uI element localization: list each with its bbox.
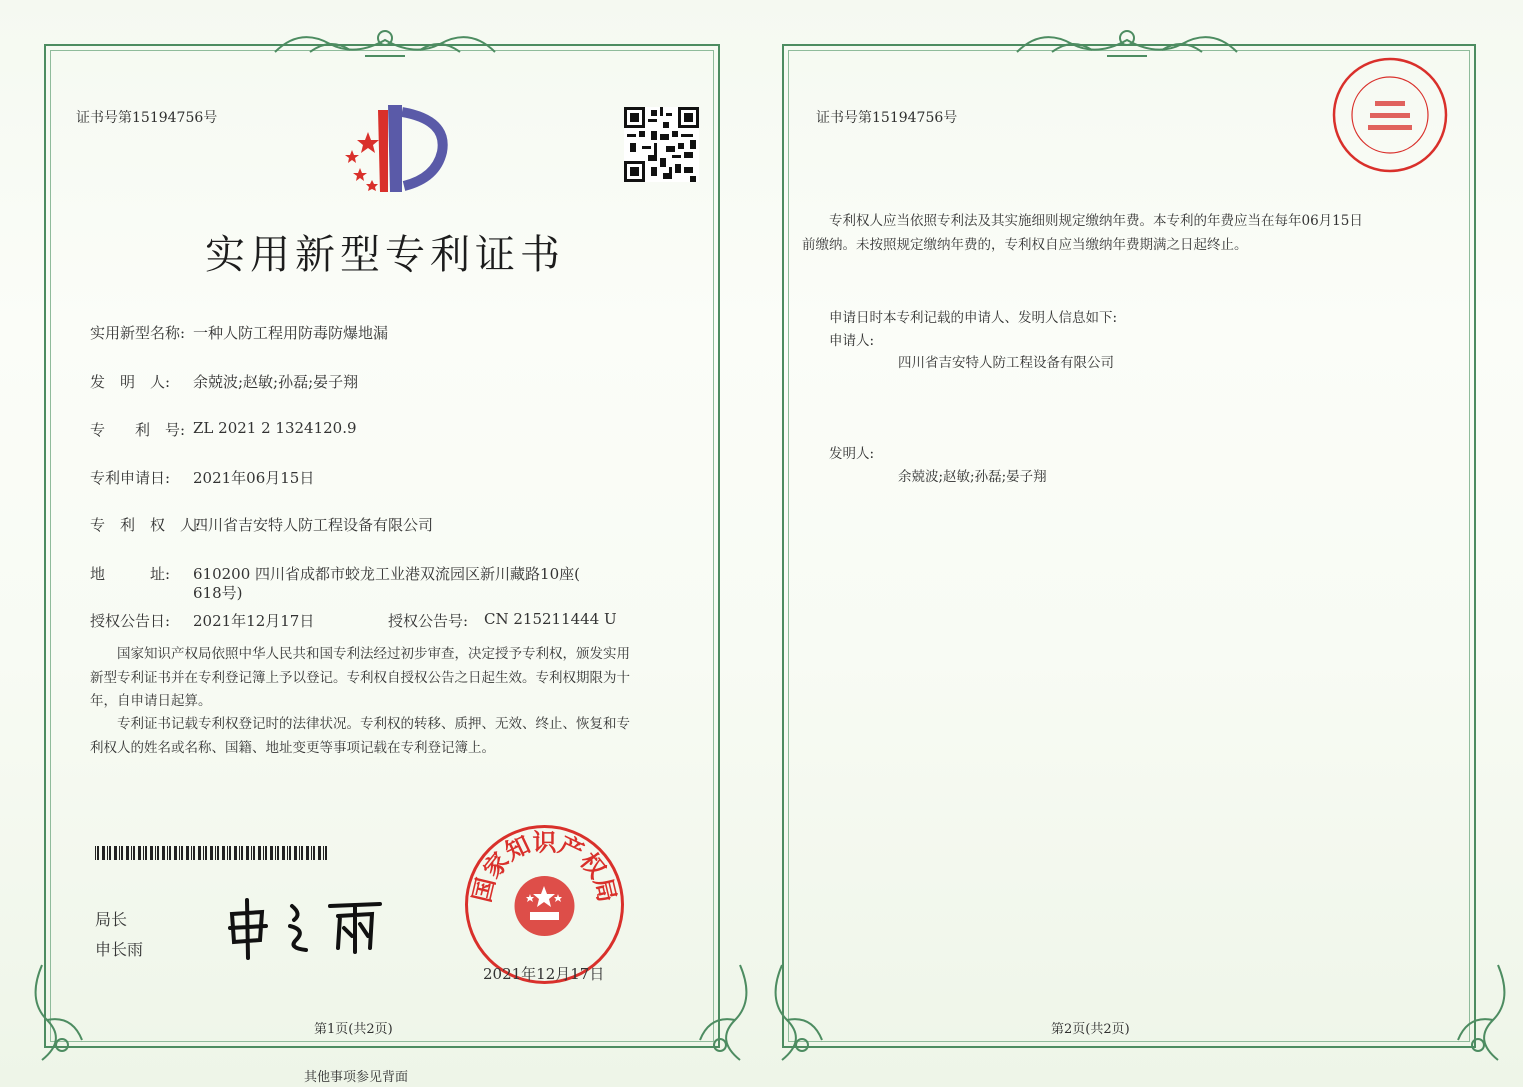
certificate-title: 实用新型专利证书 [205,232,565,278]
corner-ornament-bl [762,960,832,1070]
grant-number: CN 215211444 U [484,610,617,628]
tax-stamp-icon [1330,55,1450,175]
director-title: 局长 [95,910,128,929]
annual-fee-line: 专利权人应当依照专利法及其实施细则规定缴纳年费。本专利的年费应当在每年06月15日 [802,213,1363,229]
patent-number: ZL 2021 2 1324120.9 [193,419,357,437]
certificate-number: 证书号第15194756号 [76,110,218,126]
page-inner-border [788,50,1470,1042]
applicant: 四川省吉安特人防工程设备有限公司 [898,355,1114,371]
seal-text: 国家知识产权局 [466,827,623,905]
top-ornament [1012,22,1242,62]
certificate-number: 证书号第15194756号 [816,110,958,126]
grant-statement [90,643,630,714]
grant-statement-line: 新型专利证书并在专利登记簿上予以登记。专利权自授权公告之日起生效。专利权期限为十 [90,669,630,686]
inventors: 余兢波;赵敏;孙磊;晏子翔 [898,469,1047,485]
cnipa-logo-icon [330,100,450,195]
grant-statement-line: 年，自申请日起算。 [90,693,212,709]
field-label-name: 实用新型名称: [90,324,186,342]
footer-note: 其他事项参见背面 [304,1070,409,1085]
inventors: 余兢波;赵敏;孙磊;晏子翔 [193,373,359,391]
grant-statement-line: 国家知识产权局依照中华人民共和国专利法经过初步审查，决定授予专利权，颁发实用 [90,646,630,662]
address-line-2: 618号) [193,584,243,602]
field-label-filing-date: 专利申请日: [90,469,171,487]
address-line-1: 610200 四川省成都市蛟龙工业港双流园区新川藏路10座( [193,565,580,583]
grant-date: 2021年12月17日 [193,612,315,630]
corner-ornament-br [690,960,760,1070]
field-label-grant-number: 授权公告号: [388,612,469,630]
field-label-address: 地 址: [90,565,171,583]
utility-model-name: 一种人防工程用防毒防爆地漏 [193,324,389,342]
inventor-label: 发明人: [802,446,875,462]
annual-fee-line: 前缴纳。未按照规定缴纳年费的，专利权自应当缴纳年费期满之日起终止。 [802,236,1248,253]
applicant-label: 申请人: [802,333,875,349]
field-label-grant-date: 授权公告日: [90,612,171,630]
field-label-inventor: 发 明 人: [90,373,171,391]
legal-status-line: 专利证书记载专利权登记时的法律状况。专利权的转移、质押、无效、终止、恢复和专 [90,716,630,732]
filing-date: 2021年06月15日 [193,469,315,487]
top-ornament [270,22,500,62]
legal-status-statement [90,713,630,760]
certificate-page-2 [762,0,1523,1087]
page-number: 第2页(共2页) [1051,1022,1130,1037]
director-name: 申长雨 [95,940,144,959]
patentee: 四川省吉安特人防工程设备有限公司 [193,516,434,534]
qr-code [624,107,699,182]
field-label-patent-number: 专 利 号: [90,421,186,439]
page-number: 第1页(共2页) [314,1022,393,1037]
director-signature [222,892,392,962]
field-label-patentee: 专 利 权 人: [90,516,201,534]
corner-ornament-bl [22,960,92,1070]
corner-ornament-br [1448,960,1518,1070]
record-intro: 申请日时本专利记载的申请人、发明人信息如下: [802,310,1118,326]
barcode [95,846,327,860]
seal-date: 2021年12月17日 [483,965,605,983]
annual-fee-notice [802,210,1363,257]
legal-status-line: 利权人的姓名或名称、国籍、地址变更等事项记载在专利登记簿上。 [90,739,495,756]
